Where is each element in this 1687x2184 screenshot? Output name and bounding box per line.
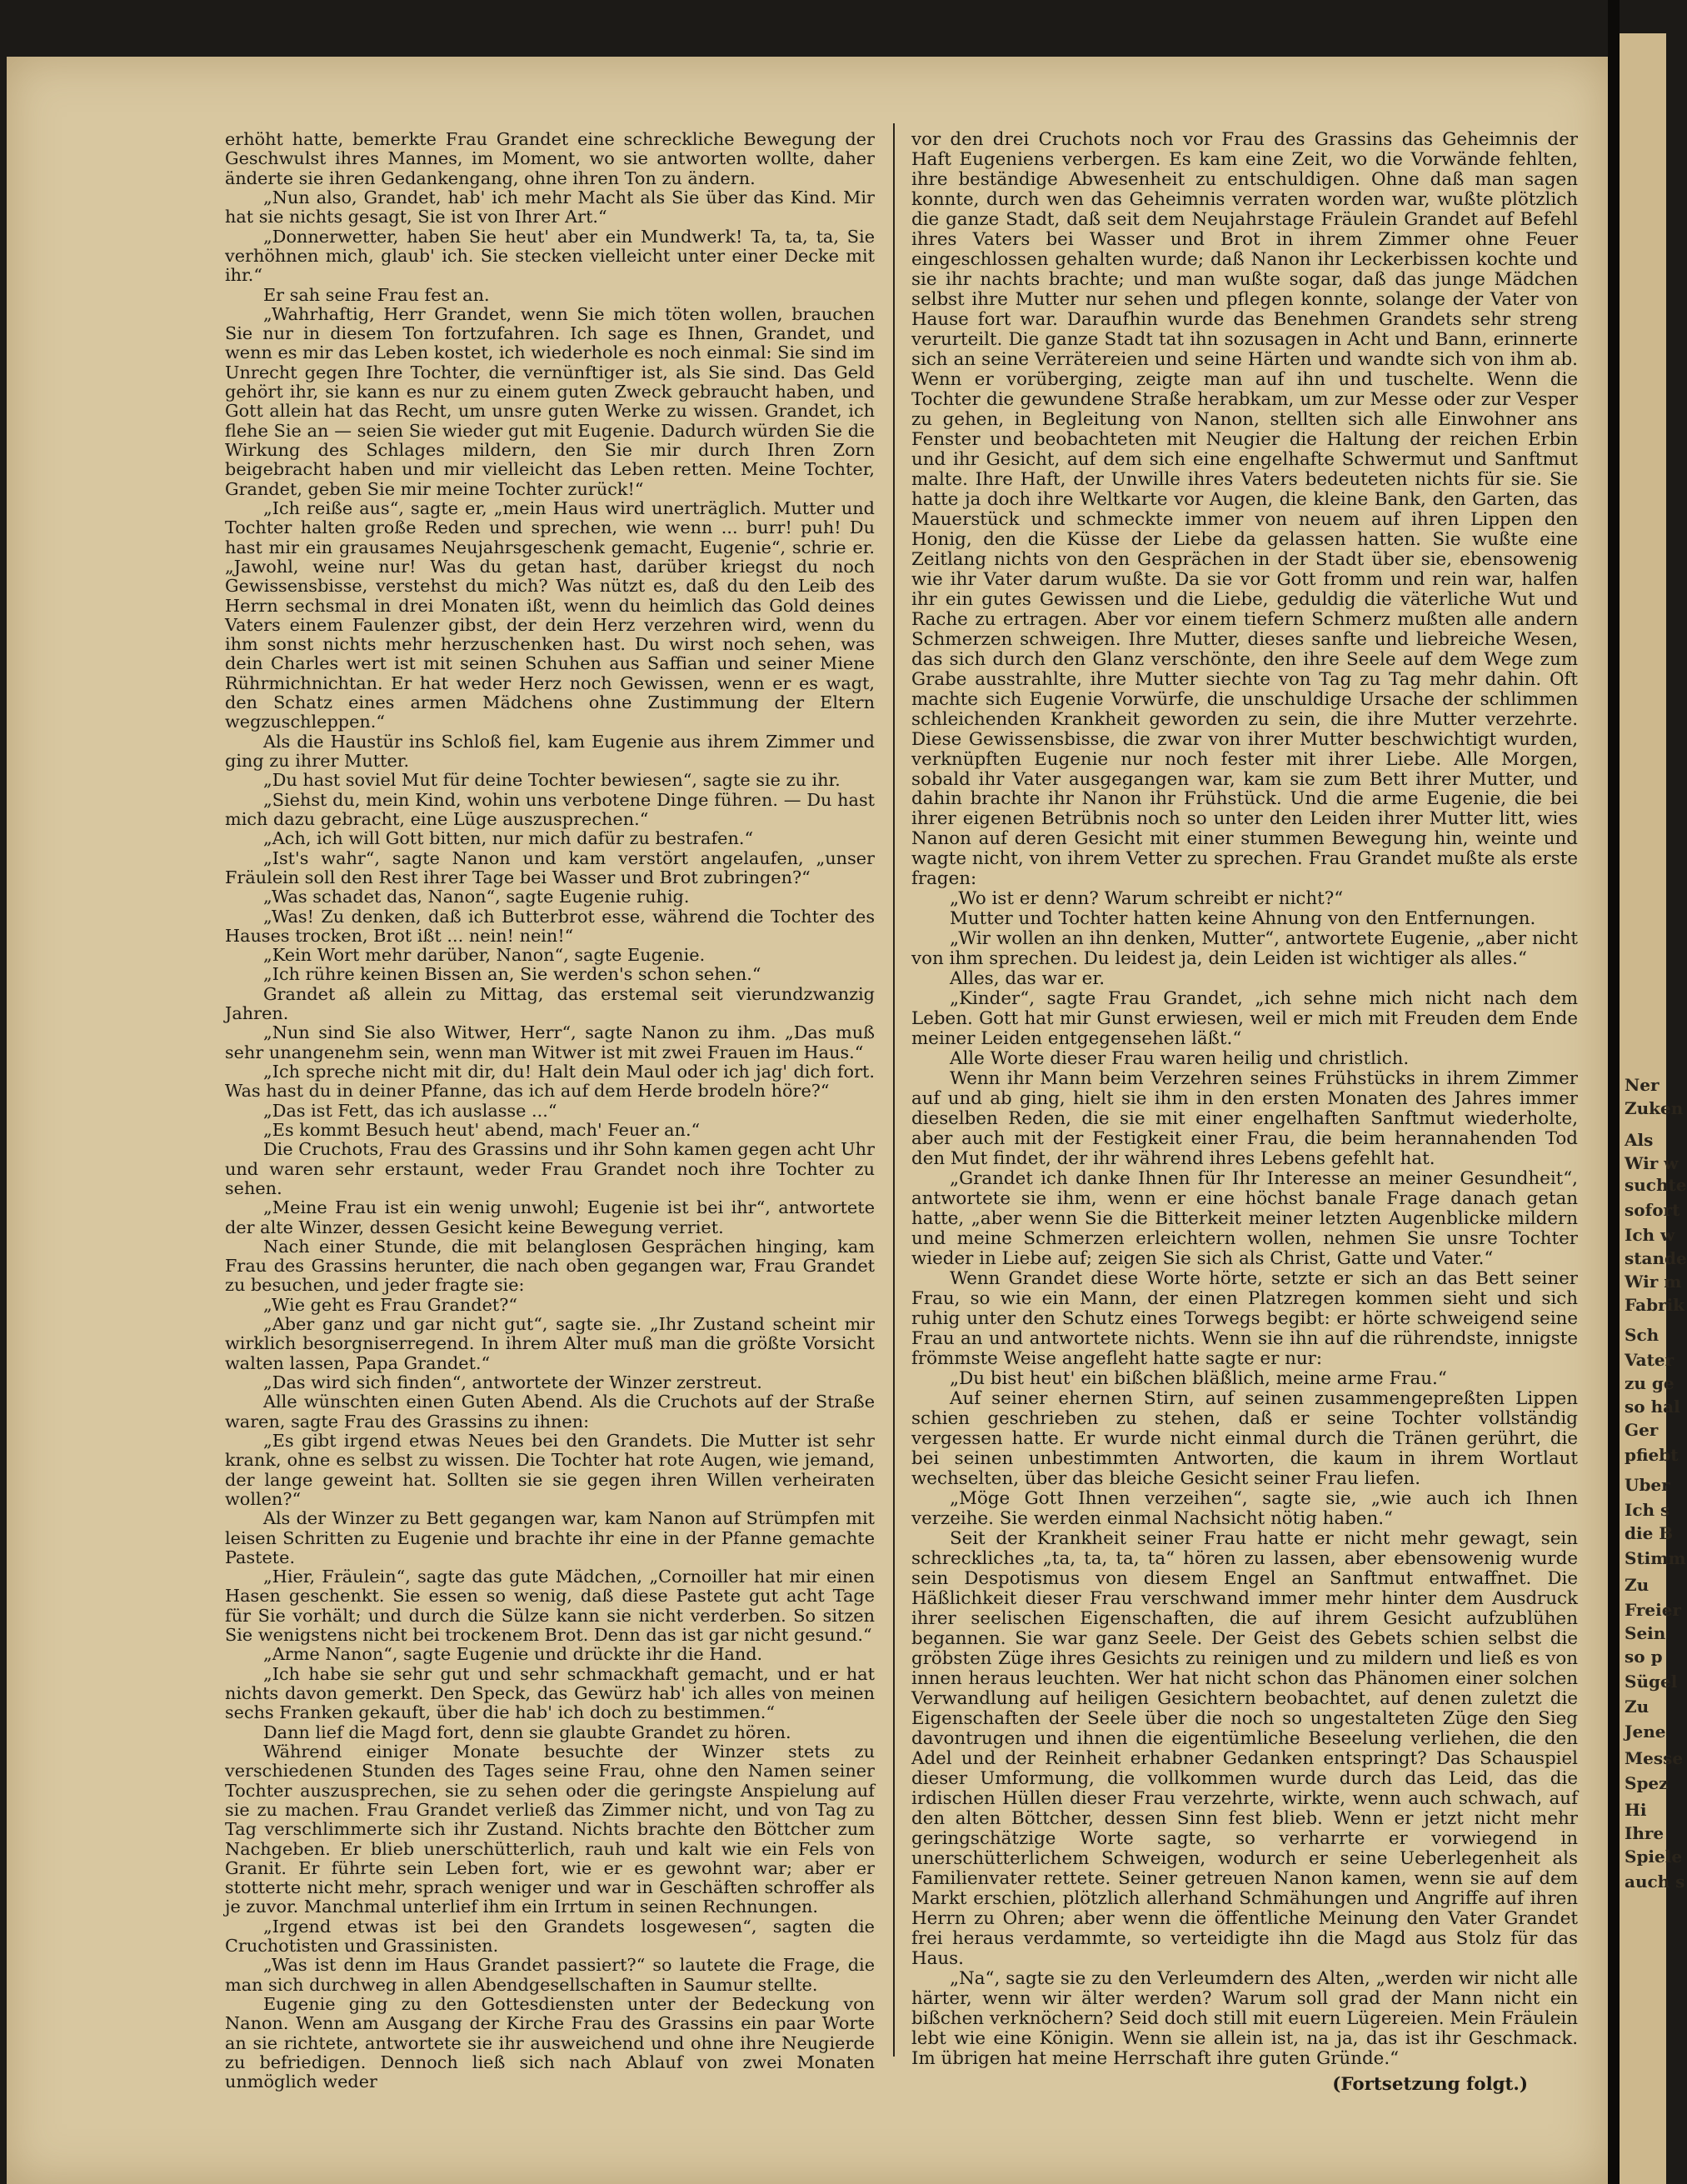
adjacent-page-fragment: Sch	[1625, 1325, 1660, 1345]
paragraph: Grandet aß allein zu Mittag, das erstemal seit vierundzwanzig Jahren.	[225, 983, 875, 1024]
adjacent-page-fragment: Wir m	[1625, 1272, 1682, 1292]
adjacent-page-fragment: Stimm	[1625, 1548, 1686, 1568]
adjacent-page-fragment: Als	[1625, 1130, 1654, 1150]
paragraph: Auf seiner ehernen Stirn, auf seinen zusammengepreßten Lippen schien geschrieben zu stehen, daß er seine Tochter vollständig vergessen hatte. Er wurde nicht einmal durch die Tränen gerührt, die bei seinen unbestimmten Antworten, die kaum in ihrem Wortlaut wechselten, über das bleiche Gesicht seiner Frau liefen.	[911, 1388, 1578, 1489]
adjacent-page-edge	[1620, 33, 1687, 2184]
adjacent-page-fragment: Ner	[1625, 1075, 1660, 1095]
adjacent-page-fragment: Spez	[1625, 1773, 1669, 1793]
paragraph: Er sah seine Frau fest an.	[263, 284, 490, 305]
paragraph: Alles, das war er.	[950, 968, 1106, 990]
paragraph: „Kein Wort mehr darüber, Nanon“, sagte Eugenie.	[263, 945, 706, 966]
paragraph: „Ich spreche nicht mit dir, du! Halt dein Maul oder ich jag' dich fort. Was hast du in deiner Pfanne, das ich auf dem Herde brodeln höre?“	[225, 1062, 875, 1102]
paragraph: „Aber ganz und gar nicht gut“, sagte sie. „Ihr Zustand scheint mir wirklich besorgniserregend. In ihrem Alter muß man die größte Vorsicht walten lassen, Papa Grandet.“	[225, 1314, 875, 1373]
paragraph: Als der Winzer zu Bett gegangen war, kam Nanon auf Strümpfen mit leisen Schritten zu Eugenie und brachte ihr eine in der Pfanne gemachte Pastete.	[225, 1508, 875, 1567]
page-gutter	[1608, 0, 1620, 2184]
adjacent-page-fragment: Messe	[1625, 1748, 1684, 1768]
adjacent-page-fragment: Ich w	[1625, 1225, 1675, 1245]
paragraph: „Donnerwetter, haben Sie heut' aber ein Mundwerk! Ta, ta, ta, Sie verhöhnen mich, glaub' ich. Sie stecken vielleicht unter einer Decke mit ihr.“	[225, 226, 875, 286]
adjacent-page-fragment: sofort	[1625, 1200, 1680, 1220]
paragraph: Die Cruchots, Frau des Grassins und ihr Sohn kamen gegen acht Uhr und waren sehr erstaunt, weder Frau Grandet noch ihre Tochter zu sehen.	[225, 1139, 875, 1198]
adjacent-page-fragment: pfiebt	[1625, 1445, 1679, 1465]
paragraph: „Das wird sich finden“, antwortete der Winzer zerstreut.	[263, 1372, 762, 1392]
paragraph: „Ich habe sie sehr gut und sehr schmackhaft gemacht, und er hat nichts davon gemerkt. Den Speck, das Gewürz hab' ich alles von meinen sechs Franken gekauft, über die hab' ich doch zu bestimmen.“	[225, 1663, 875, 1723]
adjacent-page-fragment: Sügel	[1625, 1672, 1678, 1692]
paragraph: „Siehst du, mein Kind, wohin uns verbotene Dinge führen. — Du hast mich dazu gebracht, eine Lüge auszusprechen.“	[225, 789, 875, 829]
adjacent-page-fragment: Zu	[1625, 1697, 1650, 1717]
paragraph: „Nun sind Sie also Witwer, Herr“, sagte Nanon zu ihm. „Das muß sehr unangenehm sein, wenn man Witwer ist mit zwei Frauen im Haus.“	[225, 1022, 875, 1062]
adjacent-page-fragment: Jene	[1625, 1722, 1666, 1742]
paragraph: „Möge Gott Ihnen verzeihen“, sagte sie, „wie auch ich Ihnen verzeihe. Sie werden einmal Nachsicht nötig haben.“	[911, 1487, 1578, 1529]
paragraph: Nach einer Stunde, die mit belanglosen Gesprächen hinging, kam Frau des Grassins herunter, die nach oben gegangen war, Frau Grandet zu besuchen, und jeder fragte sie:	[225, 1236, 875, 1296]
adjacent-page-fragment: Wir w	[1625, 1153, 1679, 1173]
paragraph: „Wahrhaftig, Herr Grandet, wenn Sie mich töten wollen, brauchen Sie nur in diesem Ton fortzufahren. Ich sage es Ihnen, Grandet, und wenn es mir das Leben kostet, ich wiederhole es noch einmal: Sie sind im Unrecht gegen Ihre Tochter, die vernünftiger ist, als Sie sind. Das Geld gehört ihr, sie kann es nur zu einem guten Zweck gebraucht haben, und Gott allein hat das Recht, um unsre guten Werke zu wissen. Grandet, ich flehe Sie an — seien Sie wieder gut mit Eugenie. Dadurch würden Sie die Wirkung des Schlages mildern, den Sie mir durch Ihren Zorn beigebracht haben und mir vielleicht das Leben retten. Meine Tochter, Grandet, geben Sie mir meine Tochter zurück!“	[225, 303, 875, 499]
paragraph: Wenn Grandet diese Worte hörte, setzte er sich an das Bett seiner Frau, so wie ein Mann, der einen Platzregen kommen sieht und sich ruhig unter den Schutz eines Torwegs begibt: er hörte schweigend seine Frau an und antwortete nichts. Wenn sie ihn auf die rührendste, innigste frömmste Weise angefleht hatte sagte er nur:	[911, 1268, 1578, 1370]
adjacent-page-fragment: Spiele	[1625, 1847, 1683, 1867]
continuation-note: (Fortsetzung folgt.)	[1332, 2074, 1528, 2096]
paragraph: „Irgend etwas ist bei den Grandets losgewesen“, sagten die Cruchotisten und Grassinisten.	[225, 1916, 875, 1957]
adjacent-page-fragment: stande	[1625, 1248, 1687, 1268]
paragraph: „Du bist heut' ein bißchen bläßlich, meine arme Frau.“	[950, 1368, 1447, 1390]
adjacent-page-fragment: Ich s	[1625, 1500, 1670, 1520]
paragraph: „Grandet ich danke Ihnen für Ihr Interesse an meiner Gesundheit“, antwortete sie ihm, wenn er eine höchst banale Frage danach getan hatte, „aber wenn Sie die Bitterkeit meiner letzten Augenblicke mildern und meine Schmerzen erleichtern wollen, nehmen Sie unsre Tochter wieder in Liebe auf; zeigen Sie sich als Christ, Gatte und Vater.“	[911, 1168, 1578, 1270]
paragraph: „Meine Frau ist ein wenig unwohl; Eugenie ist bei ihr“, antwortete der alte Winzer, dessen Gesicht keine Bewegung verriet.	[225, 1197, 875, 1237]
paragraph: „Hier, Fräulein“, sagte das gute Mädchen, „Cornoiller hat mir einen Hasen geschenkt. Sie essen so wenig, daß diese Pastete gut acht Tage für Sie vorhält; und durch die Sülze kann sie nicht verderben. So sitzen Sie wenigstens nicht bei trockenem Brot. Denn das ist gar nicht gesund.“	[225, 1567, 875, 1646]
adjacent-page-fragment: Hi	[1625, 1800, 1647, 1820]
paragraph: „Ist's wahr“, sagte Nanon und kam verstört angelaufen, „unser Fräulein soll den Rest ihrer Tage bei Wasser und Brot zubringen?“	[225, 847, 875, 887]
adjacent-page-fragment: Zuken	[1625, 1098, 1684, 1118]
paragraph: „Na“, sagte sie zu den Verleumdern des Alten, „werden wir nicht alle härter, wenn wir älter werden? Warum soll grad der Mann nicht ein bißchen verknöchern? Seid doch still mit euern Lügereien. Mein Fräulein lebt wie eine Königin. Wenn sie allein ist, na ja, das ist ihr Geschmack. Im übrigen hat meine Herrschaft ihre guten Gründe.“	[911, 1967, 1578, 2069]
adjacent-page-fragment: suchte	[1625, 1175, 1687, 1195]
paragraph: Dann lief die Magd fort, denn sie glaubte Grandet zu hören.	[263, 1722, 791, 1742]
adjacent-page-fragment: so p	[1625, 1647, 1663, 1667]
article-column-left	[225, 130, 875, 2092]
adjacent-page-fragment: auch s	[1625, 1872, 1685, 1892]
adjacent-page-fragment: so hal	[1625, 1397, 1680, 1417]
paragraph: „Was schadet das, Nanon“, sagte Eugenie ruhig.	[263, 887, 690, 907]
paragraph: Eugenie ging zu den Gottesdiensten unter der Bedeckung von Nanon. Wenn am Ausgang der Kirche Frau des Grassins ein paar Worte an sie richtete, antwortete sie ihr ausweichend und ohne ihre Neugierde zu befriedigen. Dennoch ließ sich nach Ablauf von zwei Monaten unmöglich weder	[225, 1994, 875, 2092]
paragraph: „Wir wollen an ihn denken, Mutter“, antwortete Eugenie, „aber nicht von ihm sprechen. Du leidest ja, dein Leiden ist wichtiger als alles.“	[911, 928, 1578, 970]
paragraph: „Was ist denn im Haus Grandet passiert?“ so lautete die Frage, die man sich durchweg in allen Abendgesellschaften in Saumur stellte.	[225, 1955, 875, 1995]
adjacent-page-fragment: die B	[1625, 1523, 1674, 1543]
adjacent-page-fragment: Uber	[1625, 1475, 1670, 1495]
paragraph: Wenn ihr Mann beim Verzehren seines Frühstücks in ihrem Zimmer auf und ab ging, hielt sie ihm in den ersten Monaten des Jahres immer dieselben Reden, die sie mit einer engelhaften Sanftmut wiederholte, aber auch mit der Festigkeit einer Frau, die beim herannahenden Tod den Mut findet, der ihr während ihres Lebens gefehlt hat.	[911, 1068, 1578, 1170]
column-rule	[893, 123, 895, 2057]
paragraph: Alle wünschten einen Guten Abend. Als die Cruchots auf der Straße waren, sagte Frau des Grassins zu ihnen:	[225, 1392, 875, 1432]
paragraph: „Das ist Fett, das ich auslasse ...“	[263, 1100, 557, 1121]
adjacent-page-fragment: Ger	[1625, 1420, 1659, 1440]
paragraph: „Nun also, Grandet, hab' ich mehr Macht als Sie über das Kind. Mir hat sie nichts gesagt, Sie ist von Ihrer Art.“	[225, 187, 875, 227]
paragraph: „Ach, ich will Gott bitten, nur mich dafür zu bestrafen.“	[263, 828, 754, 849]
adjacent-page-fragment: Sein	[1625, 1623, 1666, 1643]
adjacent-page-fragment: Ihre	[1625, 1823, 1665, 1843]
paragraph: „Du hast soviel Mut für deine Tochter bewiesen“, sagte sie zu ihr.	[263, 770, 841, 791]
paragraph: „Kinder“, sagte Frau Grandet, „ich sehne mich nicht nach dem Leben. Gott hat mir Gunst erwiesen, weil er mich mit Freuden dem Ende meiner Leiden entgegensehen läßt.“	[911, 988, 1578, 1050]
article-column-right	[911, 130, 1578, 2095]
paragraph: „Es kommt Besuch heut' abend, mach' Feuer an.“	[263, 1119, 701, 1140]
paragraph: „Es gibt irgend etwas Neues bei den Grandets. Die Mutter ist sehr krank, ohne es selbst zu wissen. Die Tochter hat rote Augen, wie jemand, der lange geweint hat. Sollten sie sie gegen ihren Willen verheiraten wollen?“	[225, 1430, 875, 1509]
adjacent-page-fragment: zu ge	[1625, 1373, 1675, 1393]
paragraph: Als die Haustür ins Schloß fiel, kam Eugenie aus ihrem Zimmer und ging zu ihrer Mutter.	[225, 731, 875, 771]
adjacent-page-fragment: Freier	[1625, 1600, 1681, 1620]
paragraph: vor den drei Cruchots noch vor Frau des Grassins das Geheimnis der Haft Eugeniens verbergen. Es kam eine Zeit, wo die Vorwände fehlten, ihre beständige Abwesenheit zu entschuldigen. Ohne daß man sagen konnte, durch wen das Geheimnis verraten worden war, wußte plötzlich die ganze Stadt, daß seit dem Neujahrstage Fräulein Grandet auf Befehl ihres Vaters bei Wasser und Brot in ihrem Zimmer ohne Feuer eingeschlossen gehalten wurde; daß Nanon ihr Leckerbissen kochte und sie ihr nachts brachte; und man wußte sogar, daß das junge Mädchen selbst ihre Mutter nur sehen und pflegen konnte, solange der Vater von Hause fort war. Daraufhin wurde das Benehmen Grandets sehr streng verurteilt. Die ganze Stadt tat ihn sozusagen in Acht und Bann, erinnerte sich an seine Verrätereien und seine Härten und wandte sich von ihm ab. Wenn er vorüberging, zeigte man auf ihn und tuschelte. Wenn die Tochter die gewundene Straße herabkam, um zur Messe oder zur Vesper zu gehen, in Begleitung von Nanon, stellten sich alle Einwohner ans Fenster und beobachteten mit Neugier die Haltung der reichen Erbin und ihr Gesicht, auf dem sich eine engelhafte Schwermut und Sanftmut malte. Ihre Haft, der Unwille ihres Vaters bedeuteten nichts für sie. Sie hatte ja doch ihre Weltkarte vor Augen, die kleine Bank, den Garten, das Mauerstück und schmeckte immer von neuem auf ihren Lippen den Honig, den die Küsse der Liebe da gelassen hatten. Sie wußte eine Zeitlang nichts von den Gesprächen in der Stadt über sie, ebensowenig wie ihr Vater darum wußte. Da sie vor Gott fromm und rein war, halfen ihr ein gutes Gewissen und die Liebe, geduldig die väterliche Wut und Rache zu ertragen. Aber vor einem tiefern Schmerz mußten alle andern Schmerzen schweigen. Ihre Mutter, dieses sanfte und liebreiche Wesen, das sich durch den Glanz verschönte, den ihre Seele auf dem Wege zum Grabe ausstrahlte, ihre Mutter siechte von Tag zu Tag mehr dahin. Oft machte sich Eugenie Vorwürfe, die unschuldige Ursache der schlimmen schleichenden Krankheit geworden zu sein, die ihre Mutter verzehrte. Diese Gewissensbisse, die zwar von ihrer Mutter beschwichtigt wurden, verknüpften Eugenie nur noch fester mit ihrer Liebe. Alle Morgen, sobald ihr Vater ausgegangen war, kam sie zum Bett ihrer Mutter, und dahin brachte ihr Nanon ihr Frühstück. Und die arme Eugenie, die bei ihrer eigenen Betrübnis noch so unter den Leiden ihrer Mutter litt, wies Nanon auf deren Gesicht mit einer stummen Bewegung hin, weinte und wagte nicht, von ihrem Vetter zu sprechen. Frau Grandet mußte als erste fragen:	[911, 129, 1578, 890]
adjacent-page-fragment: Zu	[1625, 1575, 1650, 1595]
paragraph: „Wie geht es Frau Grandet?“	[263, 1294, 518, 1315]
paragraph: „Ich rühre keinen Bissen an, Sie werden's schon sehen.“	[263, 964, 761, 985]
paragraph: Alle Worte dieser Frau waren heilig und christlich.	[950, 1048, 1410, 1070]
paragraph: Während einiger Monate besuchte der Winzer stets zu verschiedenen Stunden des Tages seine Frau, ohne den Namen seiner Tochter auszusprechen, sie zu sehen oder die geringste Anspielung auf sie zu machen. Frau Grandet verließ das Zimmer nicht, und von Tag zu Tag verschlimmerte sich ihr Zustand. Nichts brachte den Böttcher zum Nachgeben. Er blieb unerschütterlich, rauh und kalt wie ein Fels von Granit. Er führte sein Leben fort, wie er es gewohnt war; aber er stotterte nicht mehr, sprach weniger und war in Geschäften schroffer als je zuvor. Manchmal unterlief ihm ein Irrtum in seinen Rechnungen.	[225, 1741, 875, 1917]
paragraph: „Was! Zu denken, daß ich Butterbrot esse, während die Tochter des Hauses trocken, Brot ißt ... nein! nein!“	[225, 906, 875, 946]
paragraph: „Wo ist er denn? Warum schreibt er nicht?“	[950, 888, 1344, 910]
paragraph: erhöht hatte, bemerkte Frau Grandet eine schreckliche Bewegung der Geschwulst ihres Mannes, im Moment, wo sie antworten wollte, daher änderte sie ihren Gedankengang, ohne ihren Ton zu ändern.	[225, 129, 875, 188]
adjacent-page-fragment: Fabrik	[1625, 1295, 1685, 1315]
paragraph: „Arme Nanon“, sagte Eugenie und drückte ihr die Hand.	[263, 1644, 763, 1665]
paragraph: Seit der Krankheit seiner Frau hatte er nicht mehr gewagt, sein schreckliches „ta, ta, ta, ta“ hören zu lassen, aber ebensowenig wurde sein Despotismus von diesem Engel an Sanftmut entwaffnet. Die Häßlichkeit dieser Frau verschwand immer mehr hinter dem Ausdruck ihrer seelischen Eigenschaften, die auf ihrem Gesicht aufzublühen begannen. Sie war ganz Seele. Der Geist des Gebets schien selbst die gröbsten Züge ihres Gesichts zu reinigen und zu mildern und ließ es von innen heraus leuchten. Wer hat nicht schon das Phänomen einer solchen Verwandlung auf heiligen Gesichtern beobachtet, auf denen zuletzt die Eigenschaften der Seele über die noch so ungestalteten Züge den Sieg davontrugen und ihnen die eigentümliche Beseelung verliehen, die den Adel und der Reinheit erhabner Gedanken entspringt? Das Schauspiel dieser Umformung, die vollkommen wurde durch das Leid, das die irdischen Hüllen dieser Frau verzehrte, wirkte, wenn auch schwach, auf den alten Böttcher, dessen Sinn fest blieb. Wenn er jetzt nicht mehr geringschätzige Worte sagte, so verharrte er vorwiegend in unerschütterlichem Schweigen, wodurch er seine Ueberlegenheit als Familienvater rettete. Seiner getreuen Nanon kamen, wenn sie auf dem Markt erschien, plötzlich allerhand Schmähungen und Angriffe auf ihren Herrn zu Ohren; aber wenn die öffentliche Meinung den Vater Grandet frei heraus verdammte, so verteidigte ihn die Magd aus Stolz für das Haus.	[911, 1527, 1578, 1969]
paragraph: „Ich reiße aus“, sagte er, „mein Haus wird unerträglich. Mutter und Tochter halten große Reden und sprechen, wie wenn ... burr! puh! Du hast mir ein grausames Neujahrsgeschenk gemacht, Eugenie“, schrie er. „Jawohl, weine nur! Was du getan hast, darüber kriegst du noch Gewissensbisse, verstehst du mich? Was nützt es, daß du den Leib des Herrn sechsmal in drei Monaten ißt, wenn du heimlich das Gold deines Vaters einem Faulenzer gibst, der dein Herz verzehren wird, wenn du ihm sonst nichts mehr herzuschenken hast. Du wirst noch sehen, was dein Charles wert ist mit seinen Schuhen aus Saffian und seiner Miene Rührmichnichtan. Er hat weder Herz noch Gewissen, wenn er es wagt, den Schatz eines armen Mädchens ohne Zustimmung der Eltern wegzuschleppen.“	[225, 497, 875, 732]
paragraph: Mutter und Tochter hatten keine Ahnung von den Entfernungen.	[950, 908, 1536, 930]
adjacent-page-fragment: Vater	[1625, 1350, 1675, 1370]
